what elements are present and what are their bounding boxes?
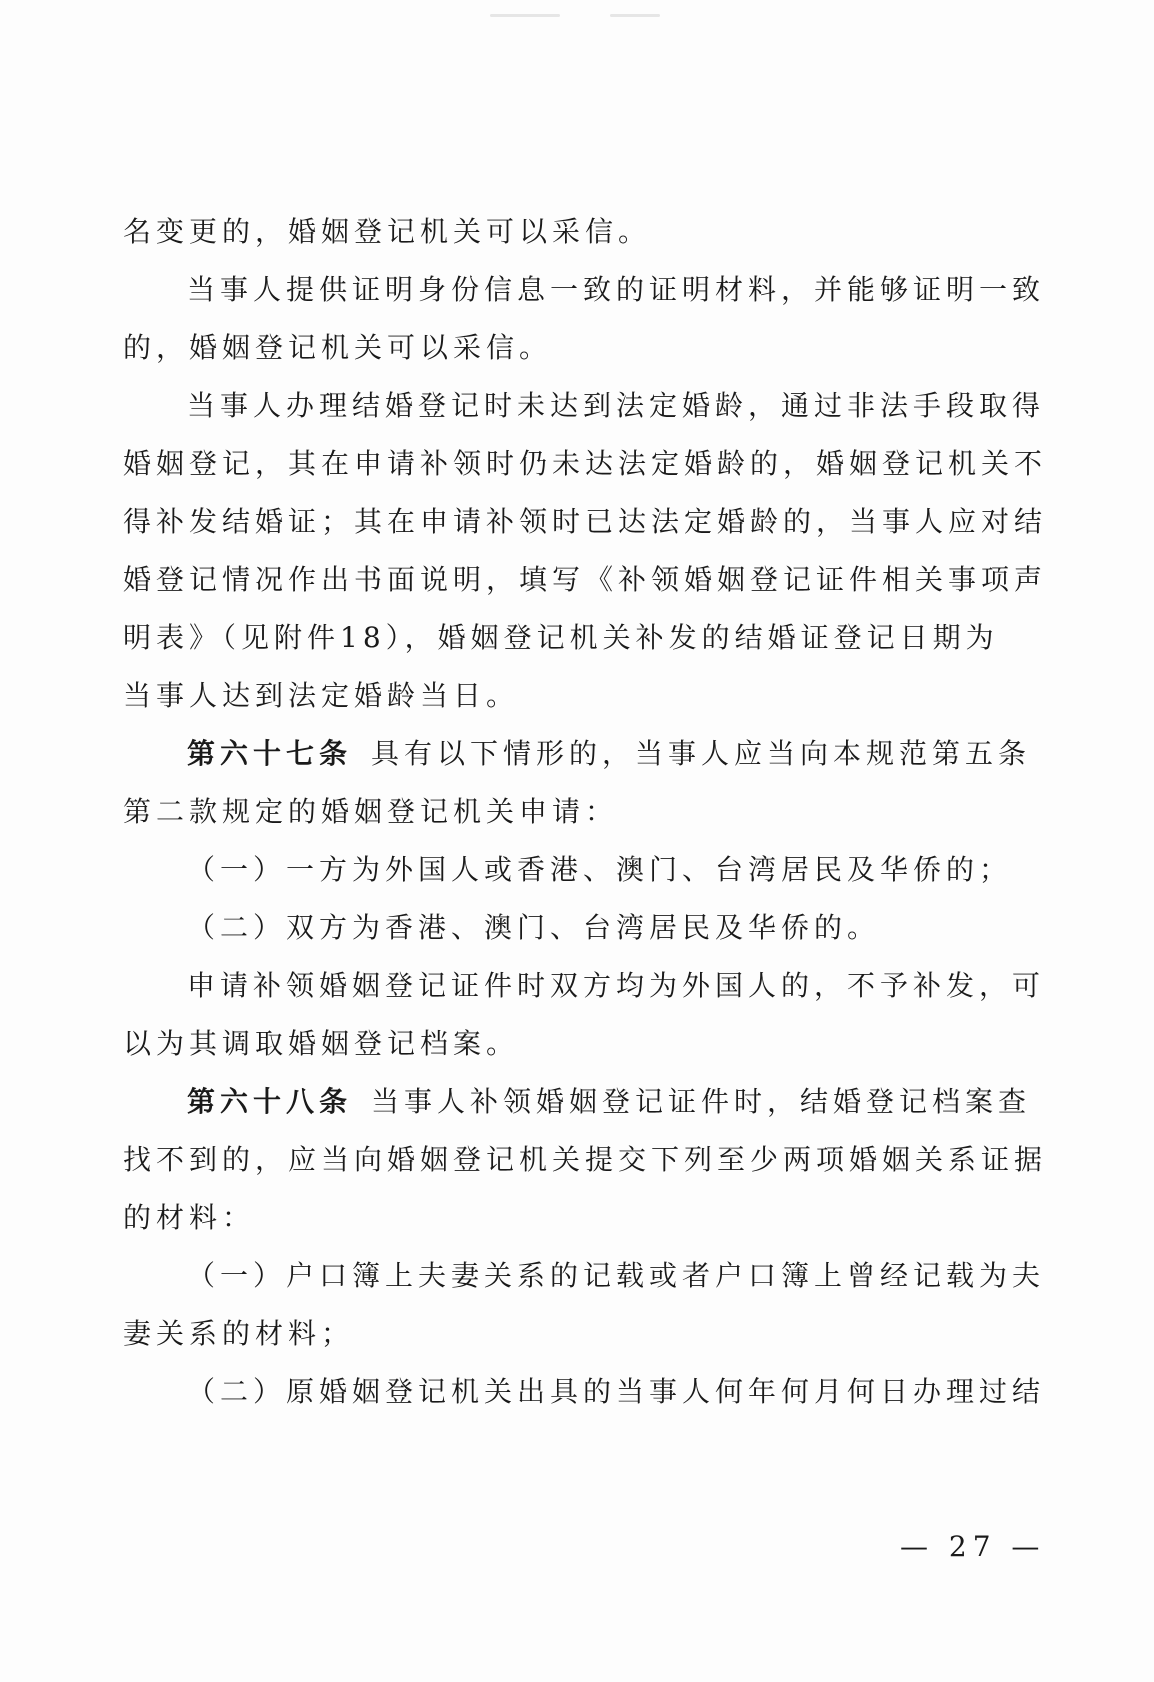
- text-line: 妻关系的材料；: [123, 1317, 355, 1350]
- list-item: （二）双方为香港、澳门、台湾居民及华侨的。: [187, 911, 881, 944]
- article-line: [187, 734, 1031, 774]
- article-text: 当事人补领婚姻登记证件时，结婚登记档案查: [371, 1085, 1032, 1118]
- scan-artifact: [490, 14, 560, 17]
- text-line: 婚登记情况作出书面说明，填写《补领婚姻登记证件相关事项声: [123, 563, 1048, 596]
- text-line: 申请补领婚姻登记证件时双方均为外国人的，不予补发，可: [187, 969, 1046, 1002]
- text-line: 得补发结婚证；其在申请补领时已达法定婚龄的，当事人应对结: [123, 505, 1048, 538]
- article-heading: 第六十七条: [187, 737, 353, 770]
- article-spacer: [352, 737, 371, 770]
- text-line: 的材料：: [123, 1201, 256, 1234]
- article-heading: 第六十八条: [187, 1085, 353, 1118]
- text-line: 找不到的，应当向婚姻登记机关提交下列至少两项婚姻关系证据: [123, 1143, 1048, 1176]
- text-line: 当事人达到法定婚龄当日。: [123, 679, 520, 712]
- text-line: 明表》（见附件18），婚姻登记机关补发的结婚证登记日期为: [123, 621, 999, 654]
- text-line: 以为其调取婚姻登记档案。: [123, 1027, 520, 1060]
- text-line: 当事人提供证明身份信息一致的证明材料，并能够证明一致: [187, 273, 1046, 306]
- page-number: — 27 —: [900, 1530, 1046, 1563]
- article-line: [187, 1082, 1031, 1122]
- text-line: 第二款规定的婚姻登记机关申请：: [123, 795, 619, 828]
- text-line: 当事人办理结婚登记时未达到法定婚龄，通过非法手段取得: [187, 389, 1046, 422]
- scan-artifact: [610, 14, 660, 17]
- article-text: 具有以下情形的，当事人应当向本规范第五条: [371, 737, 1032, 770]
- list-item: （一）一方为外国人或香港、澳门、台湾居民及华侨的；: [187, 853, 1013, 886]
- text-line: 婚姻登记，其在申请补领时仍未达法定婚龄的，婚姻登记机关不: [123, 447, 1048, 480]
- article-spacer: [352, 1085, 371, 1118]
- list-item: （一）户口簿上夫妻关系的记载或者户口簿上曾经记载为夫: [187, 1259, 1046, 1292]
- text-line: 名变更的，婚姻登记机关可以采信。: [123, 215, 652, 248]
- list-item: （二）原婚姻登记机关出具的当事人何年何月何日办理过结: [187, 1375, 1046, 1408]
- text-line: 的，婚姻登记机关可以采信。: [123, 331, 553, 364]
